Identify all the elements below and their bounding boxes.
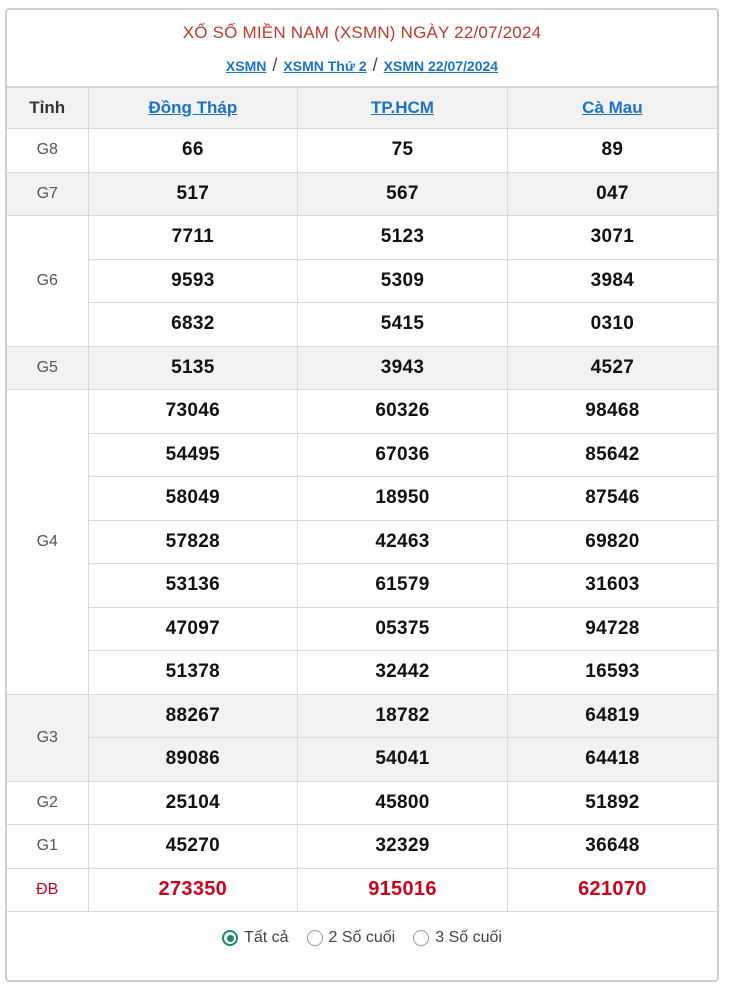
table-row (7, 825, 717, 869)
prize-number: 69820 (507, 520, 717, 564)
prize-number: 60326 (298, 390, 508, 434)
prize-number: 621070 (507, 868, 717, 912)
prize-number: 64418 (507, 738, 717, 782)
prize-label: G2 (7, 781, 88, 825)
radio-icon[interactable] (307, 930, 323, 946)
prize-number: 5135 (88, 346, 298, 390)
prize-number: 5123 (298, 216, 508, 260)
table-row (7, 216, 717, 260)
table-row (7, 868, 717, 912)
results-card (5, 8, 719, 982)
results-table (7, 87, 717, 912)
breadcrumb-xsmn-thu2[interactable]: XSMN Thứ 2 (283, 58, 367, 74)
prize-number: 89086 (88, 738, 298, 782)
filter-all-radio[interactable] (222, 929, 288, 947)
prize-number: 16593 (507, 651, 717, 695)
prize-label: G8 (7, 129, 88, 173)
prize-number: 58049 (88, 477, 298, 521)
prize-label: G6 (7, 216, 88, 347)
prize-number: 88267 (88, 694, 298, 738)
prize-number: 5415 (298, 303, 508, 347)
prize-number: 45800 (298, 781, 508, 825)
prize-number: 36648 (507, 825, 717, 869)
breadcrumb (7, 55, 717, 76)
table-row (7, 477, 717, 521)
prize-label: G3 (7, 694, 88, 781)
filter-last2-radio[interactable] (307, 929, 396, 947)
prize-number: 75 (298, 129, 508, 173)
prize-number: 98468 (507, 390, 717, 434)
prize-number: 32329 (298, 825, 508, 869)
prize-number: 9593 (88, 259, 298, 303)
prize-label: G4 (7, 390, 88, 695)
prize-number: 53136 (88, 564, 298, 608)
prize-number: 54495 (88, 433, 298, 477)
breadcrumb-xsmn-date[interactable]: XSMN 22/07/2024 (383, 58, 499, 74)
prize-number: 31603 (507, 564, 717, 608)
breadcrumb-separator: / (272, 55, 278, 75)
page-title: XỔ SỐ MIỀN NAM (XSMN) NGÀY 22/07/2024 (182, 23, 542, 42)
prize-number: 18950 (298, 477, 508, 521)
table-row (7, 433, 717, 477)
prize-number: 66 (88, 129, 298, 173)
prize-number: 89 (507, 129, 717, 173)
prize-number: 567 (298, 172, 508, 216)
prize-label: G1 (7, 825, 88, 869)
prize-number: 85642 (507, 433, 717, 477)
table-row (7, 694, 717, 738)
results-body (7, 129, 717, 912)
prize-number: 517 (88, 172, 298, 216)
prize-number: 51892 (507, 781, 717, 825)
prize-number: 54041 (298, 738, 508, 782)
prize-number: 67036 (298, 433, 508, 477)
prize-number: 3984 (507, 259, 717, 303)
prize-number: 273350 (88, 868, 298, 912)
prize-number: 32442 (298, 651, 508, 695)
prize-number: 61579 (298, 564, 508, 608)
prize-number: 915016 (298, 868, 508, 912)
prize-number: 6832 (88, 303, 298, 347)
prize-number: 3071 (507, 216, 717, 260)
filter-label: 3 Số cuối (435, 929, 502, 946)
prize-number: 51378 (88, 651, 298, 695)
province-link[interactable]: TP.HCM (370, 98, 434, 117)
breadcrumb-separator: / (372, 55, 378, 75)
table-row (7, 651, 717, 695)
table-row (7, 303, 717, 347)
prize-number: 3943 (298, 346, 508, 390)
prize-label: G7 (7, 172, 88, 216)
prize-number: 0310 (507, 303, 717, 347)
prize-number: 47097 (88, 607, 298, 651)
province-column-header: Tỉnh (7, 88, 88, 129)
radio-icon[interactable] (413, 930, 429, 946)
prize-number: 64819 (507, 694, 717, 738)
digit-filter (7, 912, 717, 964)
filter-label: Tất cả (244, 929, 289, 946)
prize-number: 18782 (298, 694, 508, 738)
table-row (7, 607, 717, 651)
table-row (7, 129, 717, 173)
table-header-row (7, 88, 717, 129)
table-row (7, 259, 717, 303)
prize-number: 42463 (298, 520, 508, 564)
prize-number: 57828 (88, 520, 298, 564)
table-row (7, 390, 717, 434)
prize-number: 45270 (88, 825, 298, 869)
prize-number: 7711 (88, 216, 298, 260)
prize-number: 87546 (507, 477, 717, 521)
prize-number: 73046 (88, 390, 298, 434)
prize-number: 4527 (507, 346, 717, 390)
prize-number: 25104 (88, 781, 298, 825)
radio-selected-icon[interactable] (222, 930, 238, 946)
province-tphcm (298, 88, 508, 129)
table-row (7, 564, 717, 608)
prize-number: 94728 (507, 607, 717, 651)
province-link[interactable]: Đồng Tháp (148, 98, 238, 117)
province-ca-mau (507, 88, 717, 129)
filter-last3-radio[interactable] (413, 929, 502, 947)
prize-number: 05375 (298, 607, 508, 651)
prize-label: G5 (7, 346, 88, 390)
province-dong-thap (88, 88, 298, 129)
prize-number: 5309 (298, 259, 508, 303)
prize-label: ĐB (7, 868, 88, 912)
province-link[interactable]: Cà Mau (582, 98, 643, 117)
table-row (7, 781, 717, 825)
breadcrumb-xsmn[interactable]: XSMN (225, 58, 267, 74)
table-row (7, 738, 717, 782)
results-header (7, 10, 717, 87)
table-row (7, 346, 717, 390)
filter-label: 2 Số cuối (328, 929, 396, 946)
table-row (7, 172, 717, 216)
table-row (7, 520, 717, 564)
prize-number: 047 (507, 172, 717, 216)
